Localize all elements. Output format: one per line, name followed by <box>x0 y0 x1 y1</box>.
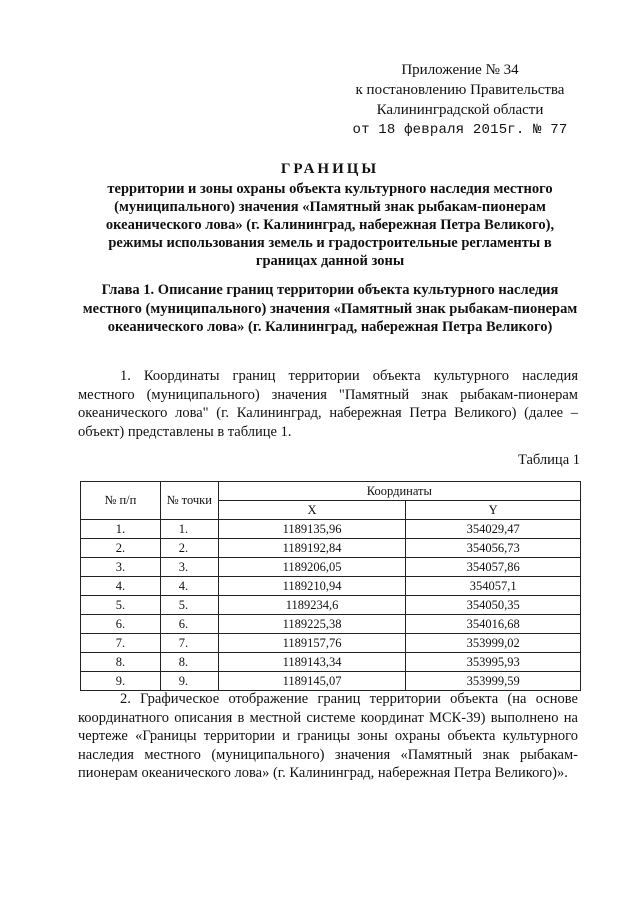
x-coordinate-cell: 1189145,07 <box>218 672 406 691</box>
table-row <box>81 615 581 634</box>
row-number-cell: 4. <box>81 577 161 596</box>
row-number-cell: 8. <box>81 653 161 672</box>
coordinates-table <box>80 481 581 691</box>
table-row <box>81 539 581 558</box>
chapter-heading: Глава 1. Описание границ территории объекта культурного наследия местного (муниципального) значения «Памятный знак рыбакам-пионерам океанического лова» (г. Калининград, набережная Петра Великого) <box>82 282 578 335</box>
row-number-cell: 5. <box>81 596 161 615</box>
y-coordinate-cell: 353999,59 <box>406 672 581 691</box>
row-number-cell: 9. <box>81 672 161 691</box>
header-point: № точки <box>160 482 218 520</box>
table-caption: Таблица 1 <box>517 452 580 468</box>
table-row <box>81 672 581 691</box>
y-coordinate-cell: 354056,73 <box>406 539 581 558</box>
point-number-cell: 1. <box>160 520 218 539</box>
x-coordinate-cell: 1189192,84 <box>218 539 406 558</box>
header-num: № п/п <box>81 482 161 520</box>
y-coordinate-cell: 354057,86 <box>406 558 581 577</box>
header-coords: Координаты <box>218 482 580 501</box>
y-coordinate-cell: 354057,1 <box>406 577 581 596</box>
table-row <box>81 596 581 615</box>
row-number-cell: 6. <box>81 615 161 634</box>
document-title-block <box>80 160 580 270</box>
point-number-cell: 9. <box>160 672 218 691</box>
x-coordinate-cell: 1189234,6 <box>218 596 406 615</box>
header-x: X <box>218 501 406 520</box>
appendix-region: Калининградской области <box>376 102 544 118</box>
document-title: ГРАНИЦЫ <box>280 161 380 177</box>
document-subtitle: территории и зоны охраны объекта культурного наследия местного (муниципального) значения «Памятный знак рыбакам-пионерам океанического лова» (г. Калининград, набережная Петра Великого), режимы использования земель и градостроительные регламенты в границах данной зоны <box>105 181 555 269</box>
row-number-cell: 1. <box>81 520 161 539</box>
y-coordinate-cell: 353999,02 <box>406 634 581 653</box>
paragraph-1 <box>78 367 578 441</box>
y-coordinate-cell: 354016,68 <box>406 615 581 634</box>
x-coordinate-cell: 1189157,76 <box>218 634 406 653</box>
y-coordinate-cell: 354029,47 <box>406 520 581 539</box>
row-number-cell: 2. <box>81 539 161 558</box>
point-number-cell: 4. <box>160 577 218 596</box>
y-coordinate-cell: 354050,35 <box>406 596 581 615</box>
table-row <box>81 653 581 672</box>
appendix-header <box>340 60 580 140</box>
paragraph-2-text: 2. Графическое отображение границ территории объекта (на основе координатного описания в местной системе координат МСК-39) выполнено на чертеже «Границы территории и границы зоны охраны объекта культурного наследия местного (муниципального) значения «Памятный знак рыбакам-пионерам океанического лова» (г. Калининград, набережная Петра Великого)». <box>78 691 578 781</box>
y-coordinate-cell: 353995,93 <box>406 653 581 672</box>
x-coordinate-cell: 1189225,38 <box>218 615 406 634</box>
point-number-cell: 2. <box>160 539 218 558</box>
point-number-cell: 3. <box>160 558 218 577</box>
paragraph-1-text: 1. Координаты границ территории объекта культурного наследия местного (муниципального) значения "Памятный знак рыбакам-пионерам океанического лова" (г. Калининград, набережная Петра Великого) (далее – объект) представлены в таблице 1. <box>78 368 578 440</box>
point-number-cell: 5. <box>160 596 218 615</box>
point-number-cell: 8. <box>160 653 218 672</box>
header-y: Y <box>406 501 581 520</box>
row-number-cell: 7. <box>81 634 161 653</box>
table-row <box>81 558 581 577</box>
table-row <box>81 577 581 596</box>
table-row <box>81 520 581 539</box>
appendix-resolution: к постановлению Правительства <box>355 82 565 98</box>
point-number-cell: 7. <box>160 634 218 653</box>
x-coordinate-cell: 1189210,94 <box>218 577 406 596</box>
paragraph-2 <box>78 690 578 783</box>
x-coordinate-cell: 1189135,96 <box>218 520 406 539</box>
table-row <box>81 634 581 653</box>
row-number-cell: 3. <box>81 558 161 577</box>
appendix-number: Приложение № 34 <box>401 62 519 78</box>
appendix-date: от 18 февраля 2015г. № 77 <box>352 122 568 138</box>
x-coordinate-cell: 1189143,34 <box>218 653 406 672</box>
point-number-cell: 6. <box>160 615 218 634</box>
x-coordinate-cell: 1189206,05 <box>218 558 406 577</box>
